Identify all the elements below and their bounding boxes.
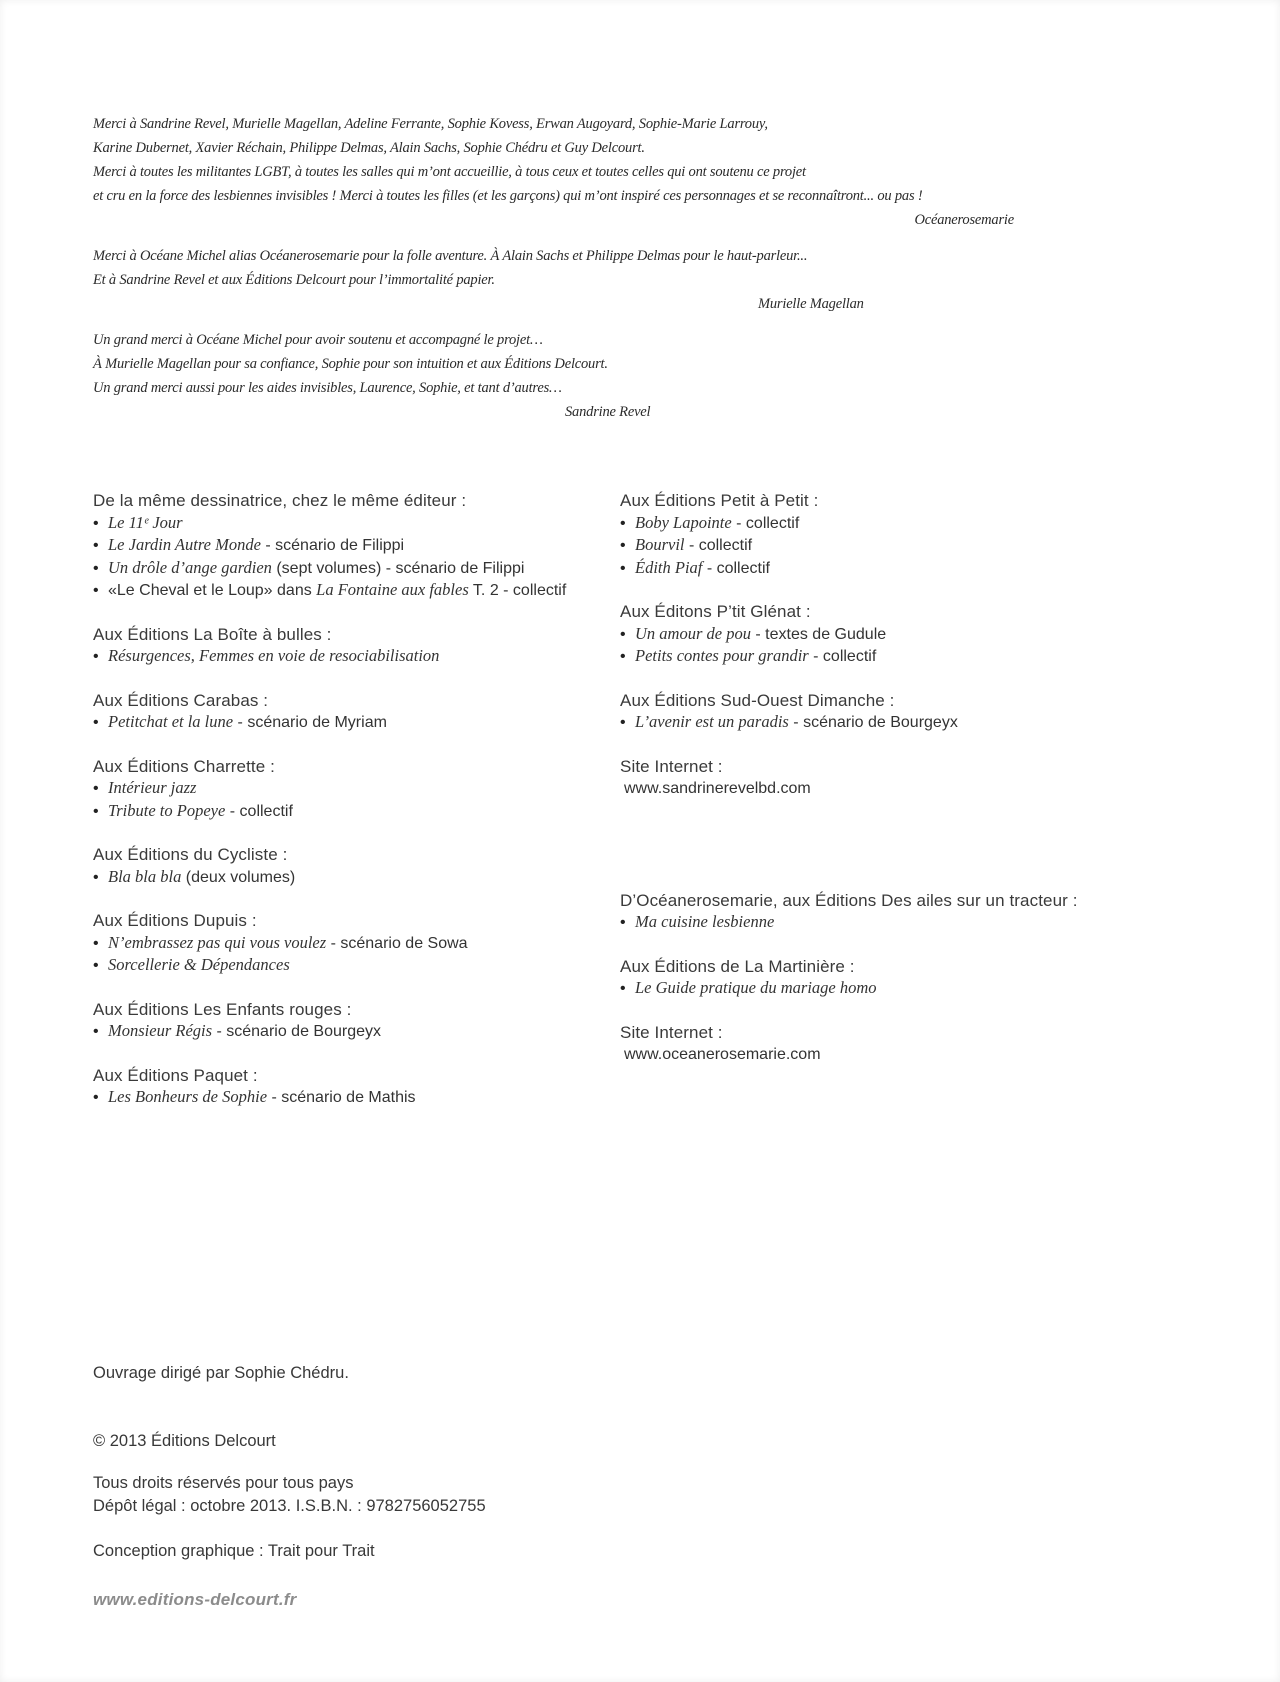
bullet-icon: • xyxy=(93,714,99,731)
bullet-icon: • xyxy=(620,559,626,577)
bullet-icon: • xyxy=(620,625,626,643)
book-title: Un drôle d’ange gardien xyxy=(108,557,272,577)
publisher-section xyxy=(620,890,1190,934)
publisher-section xyxy=(620,690,1190,734)
publisher-heading: Aux Éditions La Boîte à bulles : xyxy=(93,624,332,644)
book-title: Les Bonheurs de Sophie xyxy=(108,1087,268,1106)
book-title: Bourvil xyxy=(635,535,685,554)
book-title: Ma cuisine lesbienne xyxy=(635,912,775,931)
book-title: Petits contes pour grandir xyxy=(635,646,809,665)
book-title: La Fontaine aux fables xyxy=(316,580,469,599)
publisher-section xyxy=(620,1022,1190,1066)
book-title: Le 11ᵉ Jour xyxy=(108,512,183,532)
ack-signature: Sandrine Revel xyxy=(565,404,651,420)
publisher-section xyxy=(93,490,618,602)
bullet-icon: • xyxy=(93,868,99,886)
book-item-suffix: - collectif xyxy=(731,514,800,532)
publisher-heading: Aux Éditions de La Martinière : xyxy=(620,956,855,976)
publisher-heading: Aux Éditions Charrette : xyxy=(93,756,275,776)
publisher-heading: Aux Éditions Carabas : xyxy=(93,690,269,710)
book-item-suffix: T. 2 - collectif xyxy=(468,582,567,599)
book-item xyxy=(620,512,1190,535)
colophon-rights: Tous droits réservés pour tous pays xyxy=(93,1474,354,1492)
publisher-section xyxy=(620,756,1190,800)
colophon xyxy=(93,1362,793,1611)
bullet-icon: • xyxy=(620,537,626,554)
book-item xyxy=(93,557,618,580)
book-item-suffix: - textes de Gudule xyxy=(750,625,887,643)
publisher-section xyxy=(620,601,1190,668)
book-title: L’avenir est un paradis xyxy=(635,712,789,731)
bibliography-column-right xyxy=(620,490,1190,1088)
bullet-icon: • xyxy=(93,1023,99,1040)
ack-signature: Océanerosemarie xyxy=(914,212,1014,228)
book-item xyxy=(93,512,618,535)
book-item xyxy=(620,557,1190,580)
book-item xyxy=(620,977,1190,1000)
colophon-directed-by: Ouvrage dirigé par Sophie Chédru. xyxy=(93,1364,349,1382)
bullet-icon: • xyxy=(93,514,99,532)
publisher-heading: D’Océanerosemarie, aux Éditions Des ailes sur un tracteur : xyxy=(620,890,1078,910)
publisher-section xyxy=(93,1065,618,1109)
bullet-icon: • xyxy=(620,914,626,931)
bullet-icon: • xyxy=(93,582,99,599)
book-item-suffix: - collectif xyxy=(702,559,770,577)
publisher-section xyxy=(620,490,1190,579)
book-item xyxy=(93,534,618,557)
publisher-section xyxy=(93,624,618,668)
ack-line: Karine Dubernet, Xavier Réchain, Philippe Delmas, Alain Sachs, Sophie Chédru et Guy Delcourt. xyxy=(93,140,645,156)
book-item xyxy=(93,711,618,734)
book-item xyxy=(93,866,618,889)
book-item-suffix: - collectif xyxy=(684,537,753,554)
bullet-icon: • xyxy=(620,648,626,665)
book-item-suffix: - scénario de Myriam xyxy=(233,714,387,731)
book-item xyxy=(93,1020,618,1043)
bullet-icon: • xyxy=(620,980,626,997)
book-item-suffix: (sept volumes) - scénario de Filippi xyxy=(271,559,525,577)
book-item-suffix: (deux volumes) xyxy=(181,868,296,886)
book-item xyxy=(93,777,618,800)
ack-line: Un grand merci à Océane Michel pour avoir soutenu et accompagné le projet… xyxy=(93,332,543,348)
book-item xyxy=(93,800,618,823)
colophon-copyright: © 2013 Éditions Delcourt xyxy=(93,1432,276,1450)
publisher-heading: Aux Éditions Paquet : xyxy=(93,1065,258,1085)
book-item xyxy=(620,1043,1190,1066)
book-item-suffix: - scénario de Bourgeyx xyxy=(788,714,958,731)
ack-line: Merci à Océane Michel alias Océanerosemarie pour la folle aventure. À Alain Sachs et Philippe Delmas pour le haut-parleur... xyxy=(93,248,808,264)
book-item-suffix: - collectif xyxy=(808,648,877,665)
ack-block-sandrine xyxy=(93,328,1014,424)
book-item xyxy=(620,777,1190,800)
book-item-suffix: - scénario de Mathis xyxy=(267,1089,416,1106)
ack-line: et cru en la force des lesbiennes invisibles ! Merci à toutes les filles (et les garçons) qui m’ont inspiré ces personnages et se reconnaîtront... ou pas ! xyxy=(93,188,923,204)
book-title: Sorcellerie & Dépendances xyxy=(108,955,290,974)
book-title: Résurgences, Femmes en voie de resociabilisation xyxy=(108,646,440,665)
publisher-heading: Aux Éditons P’tit Glénat : xyxy=(620,602,811,621)
publisher-heading: Aux Éditions Les Enfants rouges : xyxy=(93,999,352,1019)
book-item-suffix: - scénario de Bourgeyx xyxy=(212,1023,382,1040)
book-item-suffix: - collectif xyxy=(225,802,293,820)
ack-block-murielle xyxy=(93,244,1014,316)
book-item-prefix: www.oceanerosemarie.com xyxy=(624,1046,821,1063)
publisher-website-url: www.editions-delcourt.fr xyxy=(93,1590,297,1609)
publisher-heading: Site Internet : xyxy=(620,1022,723,1042)
colophon-legal-isbn: Dépôt légal : octobre 2013. I.S.B.N. : 9782756052755 xyxy=(93,1497,486,1515)
publisher-section xyxy=(93,844,618,888)
book-title: Monsieur Régis xyxy=(108,1021,213,1040)
bullet-icon: • xyxy=(93,957,99,974)
publisher-heading: Aux Éditions du Cycliste : xyxy=(93,845,288,864)
ack-line: Et à Sandrine Revel et aux Éditions Delcourt pour l’immortalité papier. xyxy=(93,272,495,288)
publisher-heading: De la même dessinatrice, chez le même éditeur : xyxy=(93,491,467,510)
book-item xyxy=(93,1086,618,1109)
book-title: Un amour de pou xyxy=(635,623,751,643)
acknowledgments xyxy=(93,112,1014,424)
book-title: Bla bla bla xyxy=(108,866,182,886)
ack-line: Un grand merci aussi pour les aides invisibles, Laurence, Sophie, et tant d’autres… xyxy=(93,380,562,396)
book-item xyxy=(620,711,1190,734)
bibliography-column-left xyxy=(93,490,618,1131)
bullet-icon: • xyxy=(93,934,99,952)
publisher-heading: Site Internet : xyxy=(620,756,723,776)
publisher-section xyxy=(620,956,1190,1000)
ack-signature: Murielle Magellan xyxy=(758,296,864,312)
book-item xyxy=(620,623,1190,646)
book-title: Le Guide pratique du mariage homo xyxy=(635,978,877,997)
book-title: Boby Lapointe xyxy=(635,512,732,532)
book-item xyxy=(93,645,618,668)
bullet-icon: • xyxy=(93,1089,99,1106)
publisher-section xyxy=(93,756,618,823)
ack-line: Merci à toutes les militantes LGBT, à toutes les salles qui m’ont accueillie, à tous ceux et toutes celles qui ont soutenu ce projet xyxy=(93,164,806,180)
ack-line: À Murielle Magellan pour sa confiance, Sophie pour son intuition et aux Éditions Delcourt. xyxy=(93,356,608,372)
ack-line: Merci à Sandrine Revel, Murielle Magellan, Adeline Ferrante, Sophie Kovess, Erwan Augoyard, Sophie-Marie Larrouy, xyxy=(93,116,768,132)
book-item-suffix: - scénario de Sowa xyxy=(326,934,468,952)
bullet-icon: • xyxy=(93,559,99,577)
book-item xyxy=(93,932,618,955)
book-item-prefix: «Le Cheval et le Loup» dans xyxy=(108,582,317,599)
book-item xyxy=(620,534,1190,557)
book-title: Intérieur jazz xyxy=(108,778,197,797)
bullet-icon: • xyxy=(93,802,99,820)
book-title: Tribute to Popeye xyxy=(108,800,226,820)
book-item xyxy=(620,645,1190,668)
book-item-suffix: - scénario de Filippi xyxy=(260,537,405,554)
book-title: N’embrassez pas qui vous voulez xyxy=(108,932,327,952)
bullet-icon: • xyxy=(93,780,99,797)
book-item xyxy=(93,579,618,602)
publisher-section xyxy=(93,999,618,1043)
book-item xyxy=(620,911,1190,934)
bullet-icon: • xyxy=(93,537,99,554)
publisher-section xyxy=(93,910,618,977)
publisher-heading: Aux Éditions Dupuis : xyxy=(93,911,257,930)
bullet-icon: • xyxy=(620,714,626,731)
book-item xyxy=(93,954,618,977)
publisher-heading: Aux Éditions Sud-Ouest Dimanche : xyxy=(620,690,895,710)
bullet-icon: • xyxy=(93,648,99,665)
publisher-heading: Aux Éditions Petit à Petit : xyxy=(620,491,819,510)
ack-block-oceanerosemarie xyxy=(93,112,1014,232)
publisher-section xyxy=(93,690,618,734)
book-title: Petitchat et la lune xyxy=(108,712,234,731)
book-title: Le Jardin Autre Monde xyxy=(108,535,261,554)
book-title: Édith Piaf xyxy=(635,557,703,577)
book-item-prefix: www.sandrinerevelbd.com xyxy=(624,780,811,797)
bullet-icon: • xyxy=(620,514,626,532)
colophon-design-credit: Conception graphique : Trait pour Trait xyxy=(93,1542,375,1560)
